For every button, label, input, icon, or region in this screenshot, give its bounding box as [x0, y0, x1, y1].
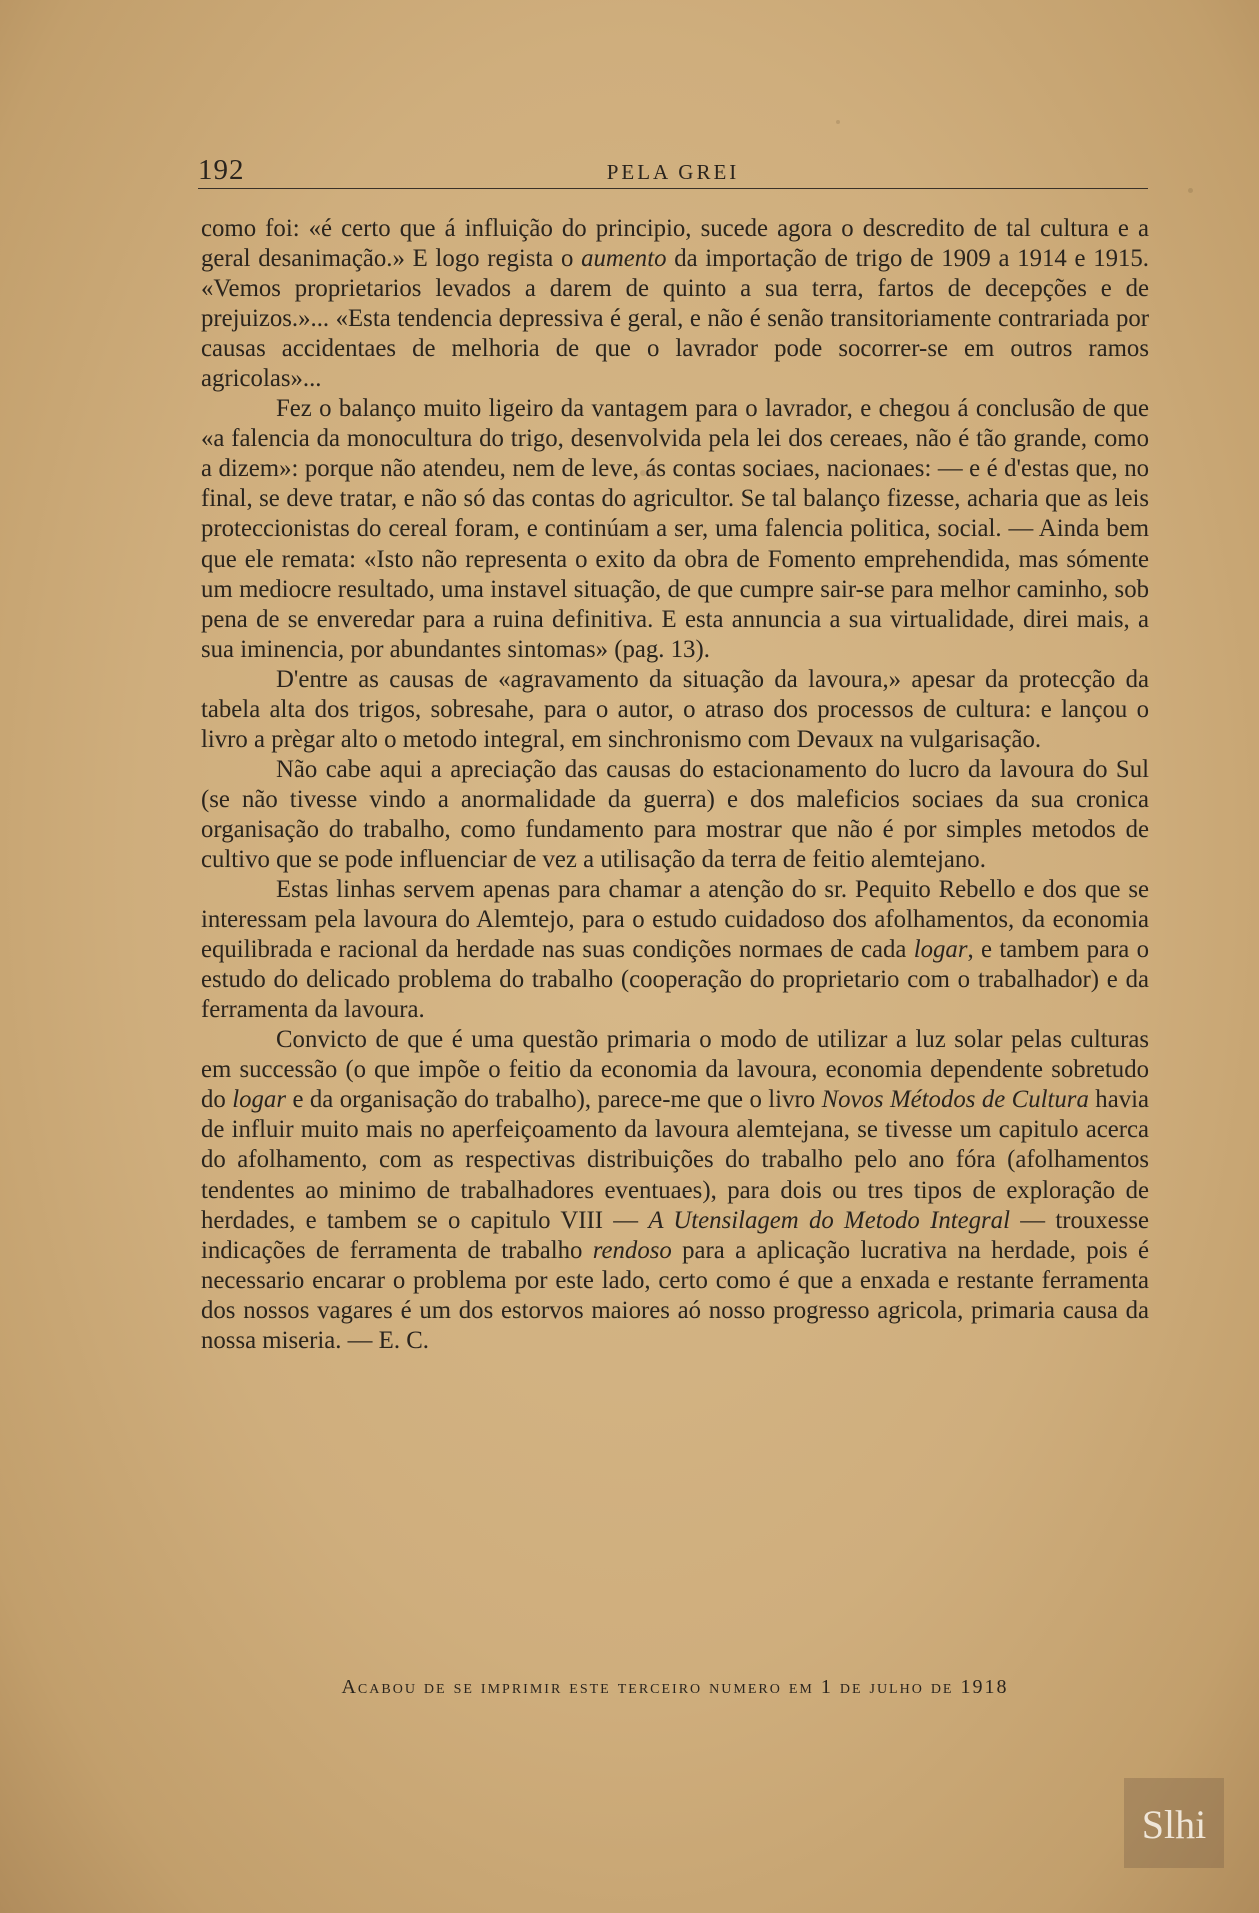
paragraph-text: como foi: «é certo que á influição do principio, sucede agora o descredito de tal cultura e a geral desanimação.» E logo regista o — [201, 215, 1149, 273]
body-text — [201, 214, 1149, 1356]
italic-text: logar — [913, 936, 968, 964]
paragraph-text: havia de influir muito mais no aperfeiçoamento da lavoura alemtejana, se tivesse um capitulo acerca do afolhamento, com as respectivas distribuições do trabalho pelo ano fóra (afolhamentos tendentes ao minimo de trabalhadores eventuaes), para dois ou tres tipos de exploração de herdades, e tambem se o capitulo VIII — — [201, 1086, 1149, 1234]
paragraph-text: e da organisação do trabalho), parece-me que o livro — [286, 1086, 822, 1114]
paragraph-text: , e tambem para o estudo do delicado problema do trabalho (cooperação do proprietario com o trabalhador) e da ferramenta da lavoura. — [201, 936, 1149, 1024]
paper-spot — [836, 120, 840, 124]
body-paragraph — [201, 665, 1149, 755]
body-paragraph — [201, 1025, 1149, 1356]
italic-text: aumento — [581, 245, 667, 273]
italic-text: rendoso — [592, 1236, 672, 1264]
body-paragraph — [201, 755, 1149, 875]
slhi-logo — [1124, 1778, 1224, 1868]
paragraph-text: D'entre as causas de «agravamento da situação da lavoura,» apesar da protecção da tabela alta dos trigos, sobresahe, para o autor, o atraso dos processos de cultura: e lançou o livro a prègar alto o metodo integral, em sinchronismo com Devaux na vulgarisação. — [201, 665, 1149, 753]
paragraph-text: da importação de trigo de 1909 a 1914 e 1915. «Vemos proprietarios levados a darem de quinto a sua terra, fartos de decepções e de prejuizos.»... «Esta tendencia depressiva é geral, e não é senão transitoriamente contrariada por causas accidentaes de melhoria de que o lavrador pode socorrer-se em outros ramos agricolas»... — [201, 245, 1149, 393]
colophon: Acabou de se imprimir este terceiro numero em 1 de julho de 1918 — [341, 1676, 1009, 1698]
paragraph-text: Não cabe aqui a apreciação das causas do estacionamento do lucro da lavoura do Sul (se não tivesse vindo a anormalidade da guerra) e dos maleficios sociaes da sua cronica organisação do trabalho, como fundamento para mostrar que não é por simples metodos de cultivo que se pode influenciar de vez a utilisação da terra de feitio alemtejano. — [201, 755, 1149, 873]
body-paragraph — [201, 214, 1149, 394]
paragraph-text: Fez o balanço muito ligeiro da vantagem para o lavrador, e chegou á conclusão de que «a falencia da monocultura do trigo, desenvolvida pela lei dos cereaes, não é tão grande, como a dizem»: porque não atendeu, nem de leve, ás contas sociaes, nacionaes: — e é d'estas que, no final, se deve tratar, e não só das contas do agricultor. Se tal balanço fizesse, acharia que as leis proteccionistas do cereal foram, e continúam a ser, uma falencia politica, social. — Ainda bem que ele remata: «Isto não representa o exito da obra de Fomento emprehendida, mas sómente um mediocre resultado, uma instavel situação, de que cumpre sair-se para melhor caminho, sob pena de se enveredar para a ruina definitiva. E esta annuncia a sua virtualidade, direi mais, a sua iminencia, por abundantes sintomas» (pag. 13). — [201, 395, 1149, 663]
italic-text: logar — [232, 1086, 286, 1114]
body-paragraph — [201, 394, 1149, 664]
paragraph-text: — trouxesse indicações de ferramenta de trabalho — [201, 1206, 1149, 1264]
italic-text: A Utensilagem do Metodo Integral — [648, 1206, 1010, 1234]
page-number: 192 — [198, 154, 245, 186]
body-paragraph — [201, 875, 1149, 1025]
running-title: PELA GREI — [606, 160, 740, 184]
paragraph-text: Convicto de que é uma questão primaria o modo de utilizar a luz solar pelas culturas em successão (o que impõe o feitio da economia da lavoura, economia dependente sobretudo do — [201, 1026, 1149, 1114]
running-head — [198, 154, 1148, 189]
paper-spot — [1188, 188, 1193, 193]
paragraph-text: para a aplicação lucrativa na herdade, pois é necessario encarar o problema por este lado, certo como é que a enxada e restante ferramenta dos nossos vagares é um dos estorvos maiores aó nosso progresso agricola, primaria causa da nossa miseria. — E. C. — [201, 1236, 1149, 1354]
italic-text: Novos Métodos de Cultura — [821, 1086, 1089, 1114]
paragraph-text: Estas linhas servem apenas para chamar a atenção do sr. Pequito Rebello e dos que se interessam pela lavoura do Alemtejo, para o estudo cuidadoso dos afolhamentos, da economia equilibrada e racional da herdade nas suas condições normaes de cada — [201, 876, 1149, 964]
svg-text:Slhi: Slhi — [1141, 1802, 1207, 1847]
